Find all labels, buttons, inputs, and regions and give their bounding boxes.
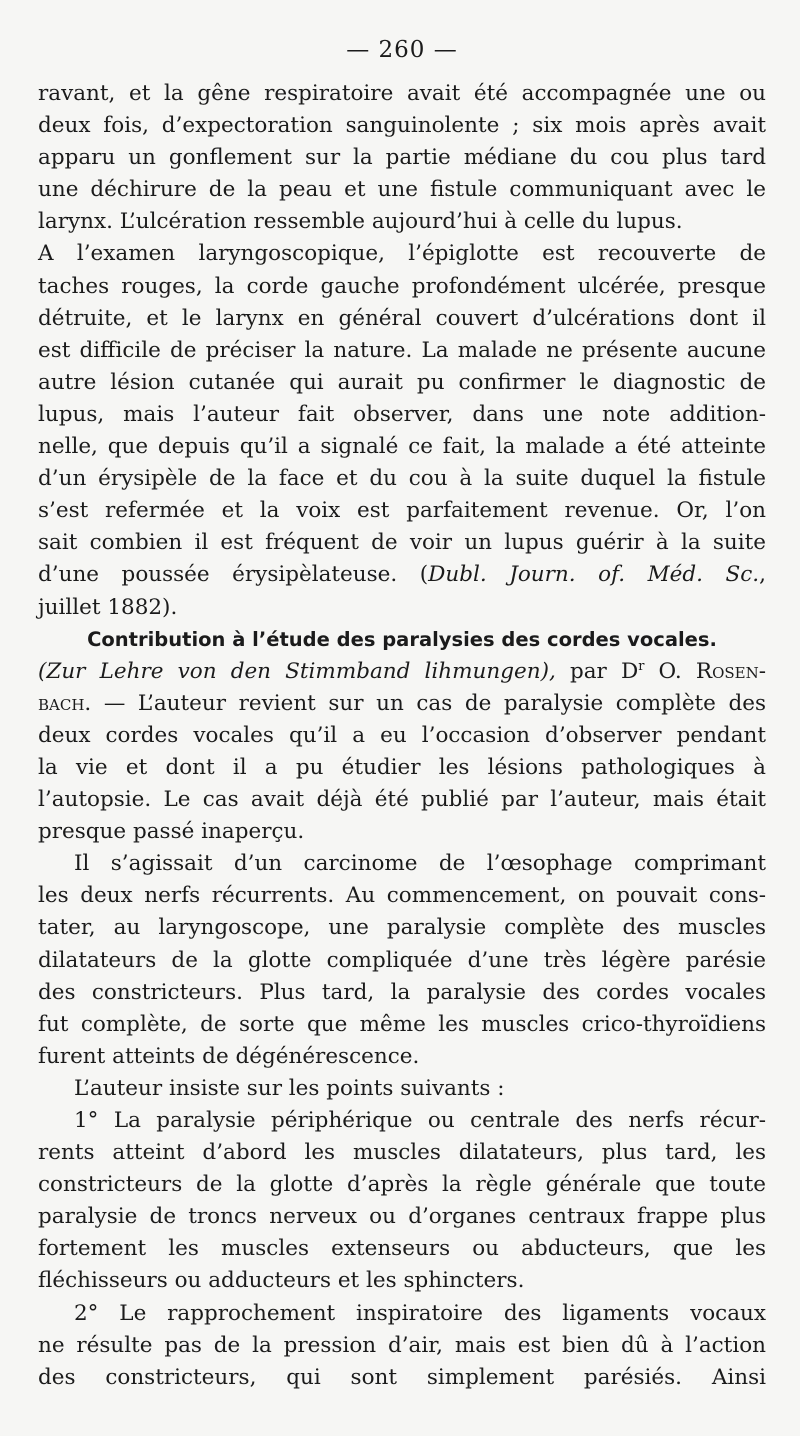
text-line: détruite, et le larynx en général couvert d’ulcérations dont il	[38, 305, 766, 331]
article-heading: Contribution à l’étude des paralysies des cordes vocales.	[87, 627, 717, 651]
text-line: taches rouges, la corde gauche profondément ulcérée, presque	[38, 273, 766, 299]
text-line: Il s’agissait d’un carcinome de l’œsophage comprimant	[74, 851, 766, 877]
text-line: d’un érysipèle de la face et du cou à la suite duquel la fistule	[38, 466, 766, 492]
german-title: (Zur Lehre von den Stimmband lihmungen),	[38, 658, 556, 684]
author-name: O. Rosen-	[644, 658, 766, 684]
text-line: dilatateurs de la glotte compliquée d’une très légère parésie	[38, 947, 766, 973]
text-line: 2° Le rapprochement inspiratoire des ligaments vocaux	[74, 1300, 766, 1326]
text-line: fléchisseurs ou adducteurs et les sphincters.	[38, 1268, 525, 1294]
author-name-cont: bach.	[38, 690, 92, 716]
superscript: r	[638, 658, 645, 674]
text-fragment: — L’auteur revient sur un cas de paralysie complète des	[91, 690, 766, 716]
text-line: L’auteur insiste sur les points suivants :	[74, 1075, 505, 1101]
journal-citation: Dubl. Journ. of. Méd. Sc.	[428, 562, 760, 588]
page-number: — 260 —	[346, 37, 458, 63]
text-line: des constricteurs. Plus tard, la paralysie des cordes vocales	[38, 979, 766, 1005]
paragraph-lupus-case	[38, 78, 766, 624]
text-line: tater, au laryngoscope, une paralysie complète des muscles	[38, 915, 766, 941]
text-line: une déchirure de la peau et une fistule communiquant avec le	[38, 177, 766, 203]
text-line: deux cordes vocales qu’il a eu l’occasion d’observer pendant	[38, 722, 766, 748]
text-line: paralysie de troncs nerveux ou d’organes centraux frappe plus	[38, 1204, 766, 1230]
text-line-citation	[38, 559, 766, 591]
paragraph-carcinoma	[38, 848, 766, 1073]
text-line: ravant, et la gêne respiratoire avait été accompagnée une ou	[38, 81, 766, 106]
text-line: des constricteurs, qui sont simplement parésiés. Ainsi	[38, 1364, 766, 1390]
paragraph-point-2	[38, 1298, 766, 1394]
text-line: juillet 1882).	[38, 594, 178, 620]
text-line-author	[38, 688, 766, 720]
text-fragment: par D	[555, 658, 639, 684]
text-line: constricteurs de la glotte d’après la règle générale que toute	[38, 1172, 766, 1198]
text-line: larynx. L’ulcération ressemble aujourd’hui à celle du lupus.	[38, 209, 683, 235]
text-line: les deux nerfs récurrents. Au commencement, on pouvait cons-	[38, 883, 766, 909]
text-line: fut complète, de sorte que même les muscles crico-thyroïdiens	[38, 1011, 766, 1037]
text-line: est difficile de préciser la nature. La malade ne présente aucune	[38, 337, 766, 363]
paragraph-points-intro	[38, 1073, 766, 1105]
book-page	[38, 34, 766, 1404]
text-line: apparu un gonflement sur la partie médiane du cou plus tard	[38, 145, 766, 171]
text-fragment: d’une poussée érysipèlateuse. (	[38, 562, 429, 588]
text-line: sait combien il est fréquent de voir un lupus guérir à la suite	[38, 530, 766, 556]
text-line: s’est refermée et la voix est parfaitement revenue. Or, l’on	[38, 498, 766, 524]
text-line: ne résulte pas de la pression d’air, mais est bien dû à l’action	[38, 1332, 766, 1358]
text-line: lupus, mais l’auteur fait observer, dans une note addition-	[38, 401, 766, 427]
text-line: presque passé inaperçu.	[38, 819, 305, 845]
text-line: fortement les muscles extenseurs ou abducteurs, que les	[38, 1236, 766, 1262]
text-line: la vie et dont il a pu étudier les lésions pathologiques à	[38, 754, 766, 780]
paragraph-point-1	[38, 1105, 766, 1298]
text-line: l’autopsie. Le cas avait déjà été publié par l’auteur, mais était	[38, 787, 766, 813]
text-line: A l’examen laryngoscopique, l’épiglotte est recouverte de	[38, 241, 766, 267]
text-line-title	[38, 656, 766, 688]
text-line: nelle, que depuis qu’il a signalé ce fait, la malade a été atteinte	[38, 434, 766, 460]
text-line: rents atteint d’abord les muscles dilatateurs, plus tard, les	[38, 1140, 766, 1166]
text-line: furent atteints de dégénérescence.	[38, 1043, 420, 1069]
text-fragment: ,	[759, 562, 766, 588]
text-line: autre lésion cutanée qui aurait pu confirmer le diagnostic de	[38, 369, 766, 395]
text-line: 1° La paralysie périphérique ou centrale des nerfs récur-	[74, 1108, 766, 1133]
paragraph-rosenbach-intro	[38, 656, 766, 849]
text-line: deux fois, d’expectoration sanguinolente ; six mois après avait	[38, 113, 766, 139]
